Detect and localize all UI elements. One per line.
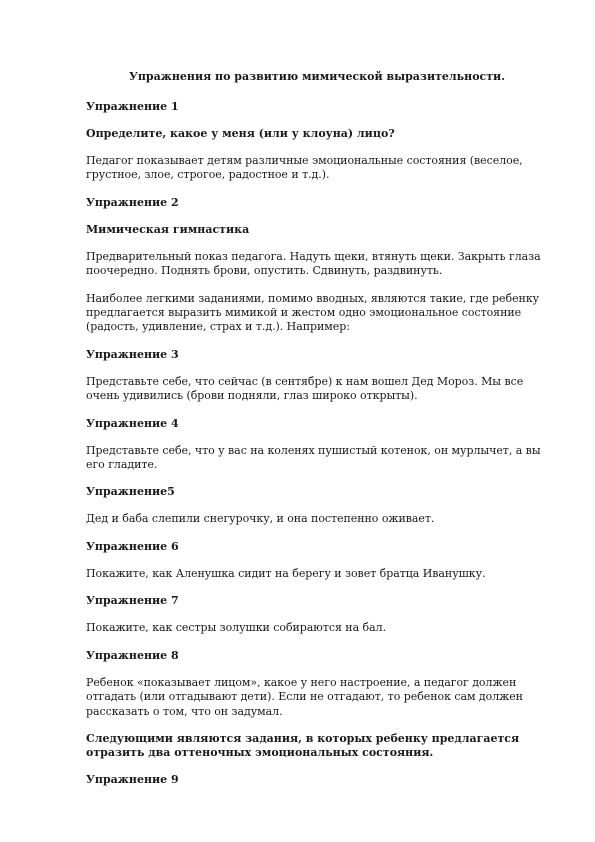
section-heading: Упражнение 7: [86, 594, 179, 608]
section-heading: Упражнение 6: [86, 539, 179, 553]
paragraph: Наиболее легкими заданиями, помимо вводных, являются такие, где ребенку предлагается выразить мимикой и жестом одно эмоциональное состояние (радость, удивление, страх и т.д.). Например:: [86, 291, 540, 334]
section-heading: Упражнение5: [86, 485, 175, 499]
section-heading: Определите, какое у меня (или у клоуна) лицо?: [86, 127, 395, 140]
paragraph: Ребенок «показывает лицом», какое у него настроение, а педагог должен отгадать (или отгадывают дети). Если не отгадают, то ребенок сам должен рассказать о том, что он задумал.: [86, 675, 523, 718]
paragraph: Предварительный показ педагога. Надуть щеки, втянуть щеки. Закрыть глаза поочередно. Поднять брови, опустить. Сдвинуть, раздвинуть.: [86, 249, 541, 278]
section-heading: Упражнение 1: [86, 100, 179, 113]
section-heading: Мимическая гимнастика: [86, 222, 250, 236]
section-heading: Упражнение 9: [86, 772, 179, 786]
document-title: Упражнения по развитию мимической выразительности.: [128, 70, 506, 83]
paragraph: Представьте себе, что у вас на коленях пушистый котенок, он мурлычет, а вы его гладите.: [86, 443, 541, 472]
document-content: [86, 70, 548, 800]
paragraph: Педагог показывает детям различные эмоциональные состояния (веселое, грустное, злое, строгое, радостное и т.д.).: [86, 154, 523, 182]
section-heading: Упражнение 4: [86, 416, 179, 430]
paragraph: Покажите, как сестры золушки собираются на бал.: [86, 621, 387, 635]
paragraph: Дед и баба слепили снегурочку, и она постепенно оживает.: [86, 512, 435, 526]
paragraph: Покажите, как Аленушка сидит на берегу и зовет братца Иванушку.: [86, 566, 486, 580]
section-heading: Упражнение 2: [86, 195, 179, 209]
section-heading: Упражнение 3: [86, 347, 179, 361]
document-body: [86, 100, 548, 787]
section-heading: Следующими являются задания, в которых ребенку предлагается отразить два оттеночных эмоциональных состояния.: [86, 731, 520, 759]
section-heading: Упражнение 8: [86, 648, 179, 662]
paragraph: Представьте себе, что сейчас (в сентябре) к нам вошел Дед Мороз. Мы все очень удивились (брови подняли, глаз широко открыты).: [86, 374, 524, 403]
